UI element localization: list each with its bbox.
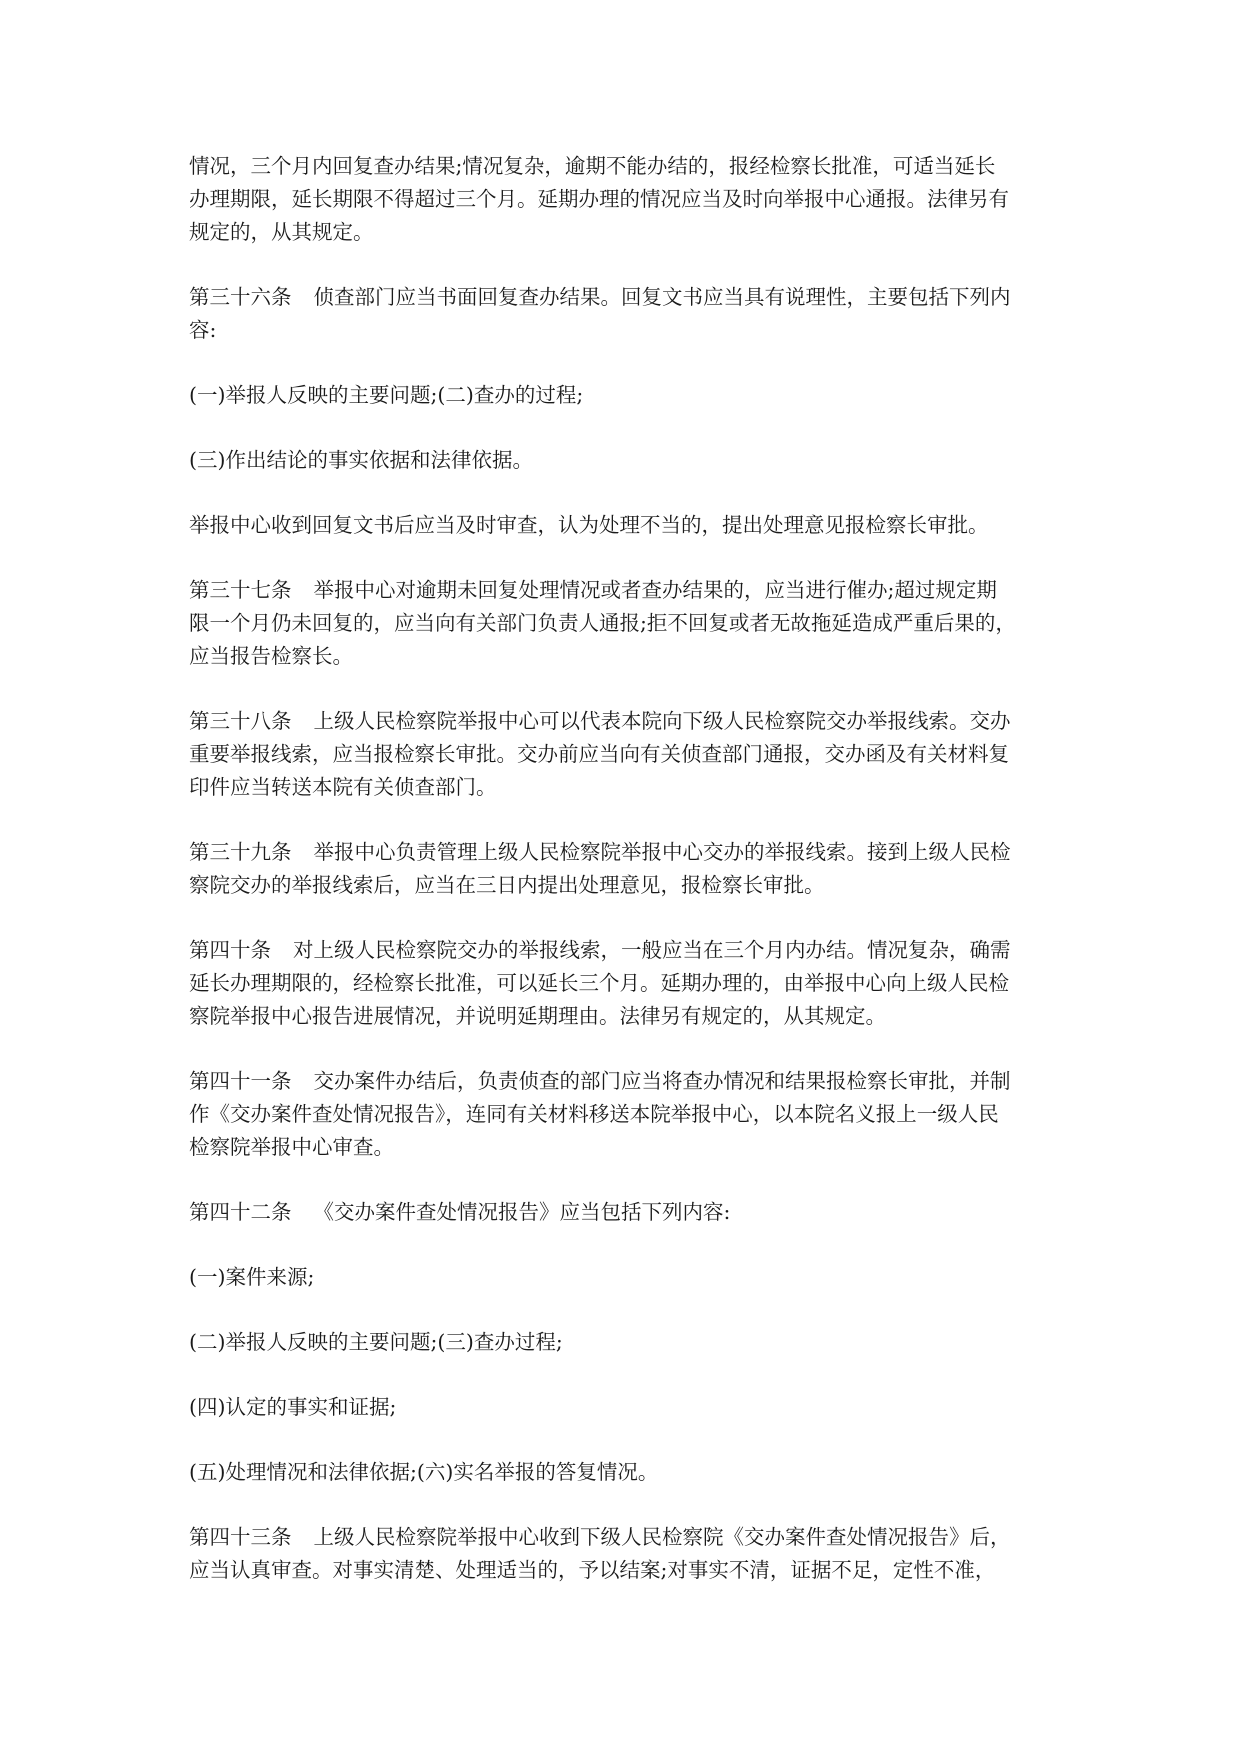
paragraph-line: 察院举报中心报告进展情况，并说明延期理由。法律另有规定的，从其规定。 — [189, 1004, 886, 1028]
article-paragraph — [189, 1065, 1069, 1164]
article-paragraph — [189, 1196, 1069, 1229]
paragraph-line: 《交办案件查处情况报告》应当包括下列内容: — [313, 1200, 731, 1224]
article-number: 第三十九条 — [189, 840, 292, 864]
paragraph-line: 应当报告检察长。 — [189, 644, 353, 668]
article-number: 第三十六条 — [189, 285, 292, 309]
paragraph-line: 察院交办的举报线索后，应当在三日内提出处理意见，报检察长审批。 — [189, 873, 825, 897]
text-paragraph — [189, 1391, 1069, 1424]
paragraph-line: 应当认真审查。对事实清楚、处理适当的，予以结案;对事实不清，证据不足，定性不准， — [189, 1558, 996, 1582]
paragraph-line: (四)认定的事实和证据; — [189, 1395, 397, 1419]
paragraph-line: 作《交办案件查处情况报告》，连同有关材料移送本院举报中心，以本院名义报上一级人民 — [189, 1102, 999, 1126]
article-paragraph — [189, 705, 1069, 804]
paragraph-line: 限一个月仍未回复的，应当向有关部门负责人通报;拒不回复或者无故拖延造成严重后果的， — [189, 611, 1016, 635]
text-paragraph — [189, 444, 1069, 477]
paragraph-line: 印件应当转送本院有关侦查部门。 — [189, 775, 497, 799]
article-number: 第三十八条 — [189, 709, 292, 733]
text-paragraph — [189, 1456, 1069, 1489]
text-paragraph — [189, 509, 1069, 542]
paragraph-line: 情况，三个月内回复查办结果;情况复杂，逾期不能办结的，报经检察长批准，可适当延长 — [189, 154, 996, 178]
article-paragraph — [189, 836, 1069, 902]
article-number: 第三十七条 — [189, 578, 292, 602]
paragraph-line: 办理期限，延长期限不得超过三个月。延期办理的情况应当及时向举报中心通报。法律另有 — [189, 187, 1009, 211]
text-paragraph — [189, 379, 1069, 412]
paragraph-line: 延长办理期限的，经检察长批准，可以延长三个月。延期办理的，由举报中心向上级人民检 — [189, 971, 1009, 995]
paragraph-line: 侦查部门应当书面回复查办结果。回复文书应当具有说理性，主要包括下列内 — [313, 285, 1011, 309]
article-number: 第四十条 — [189, 938, 271, 962]
paragraph-line: 对上级人民检察院交办的举报线索，一般应当在三个月内办结。情况复杂，确需 — [293, 938, 1011, 962]
paragraph-line: 重要举报线索，应当报检察长审批。交办前应当向有关侦查部门通报，交办函及有关材料复 — [189, 742, 1009, 766]
paragraph-line: 交办案件办结后，负责侦查的部门应当将查办情况和结果报检察长审批，并制 — [313, 1069, 1011, 1093]
article-paragraph — [189, 281, 1069, 347]
paragraph-line: (五)处理情况和法律依据;(六)实名举报的答复情况。 — [189, 1460, 659, 1484]
text-paragraph — [189, 1261, 1069, 1294]
paragraph-line: 上级人民检察院举报中心收到下级人民检察院《交办案件查处情况报告》后， — [313, 1525, 1011, 1549]
paragraph-line: 举报中心负责管理上级人民检察院举报中心交办的举报线索。接到上级人民检 — [313, 840, 1011, 864]
article-number: 第四十二条 — [189, 1200, 292, 1224]
article-number: 第四十一条 — [189, 1069, 292, 1093]
document-body — [189, 150, 1069, 1587]
article-paragraph — [189, 934, 1069, 1033]
paragraph-line: 举报中心收到回复文书后应当及时审查，认为处理不当的，提出处理意见报检察长审批。 — [189, 513, 989, 537]
text-paragraph — [189, 1326, 1069, 1359]
text-paragraph — [189, 150, 1069, 249]
paragraph-line: 容: — [189, 318, 217, 342]
paragraph-line: 上级人民检察院举报中心可以代表本院向下级人民检察院交办举报线索。交办 — [313, 709, 1011, 733]
article-paragraph — [189, 1521, 1069, 1587]
article-number: 第四十三条 — [189, 1525, 292, 1549]
paragraph-line: 检察院举报中心审查。 — [189, 1135, 394, 1159]
article-paragraph — [189, 574, 1069, 673]
paragraph-line: (一)举报人反映的主要问题;(二)查办的过程; — [189, 383, 584, 407]
paragraph-line: (二)举报人反映的主要问题;(三)查办过程; — [189, 1330, 563, 1354]
paragraph-line: 举报中心对逾期未回复处理情况或者查办结果的，应当进行催办;超过规定期 — [313, 578, 997, 602]
paragraph-line: 规定的，从其规定。 — [189, 220, 374, 244]
paragraph-line: (三)作出结论的事实依据和法律依据。 — [189, 448, 533, 472]
paragraph-line: (一)案件来源; — [189, 1265, 315, 1289]
